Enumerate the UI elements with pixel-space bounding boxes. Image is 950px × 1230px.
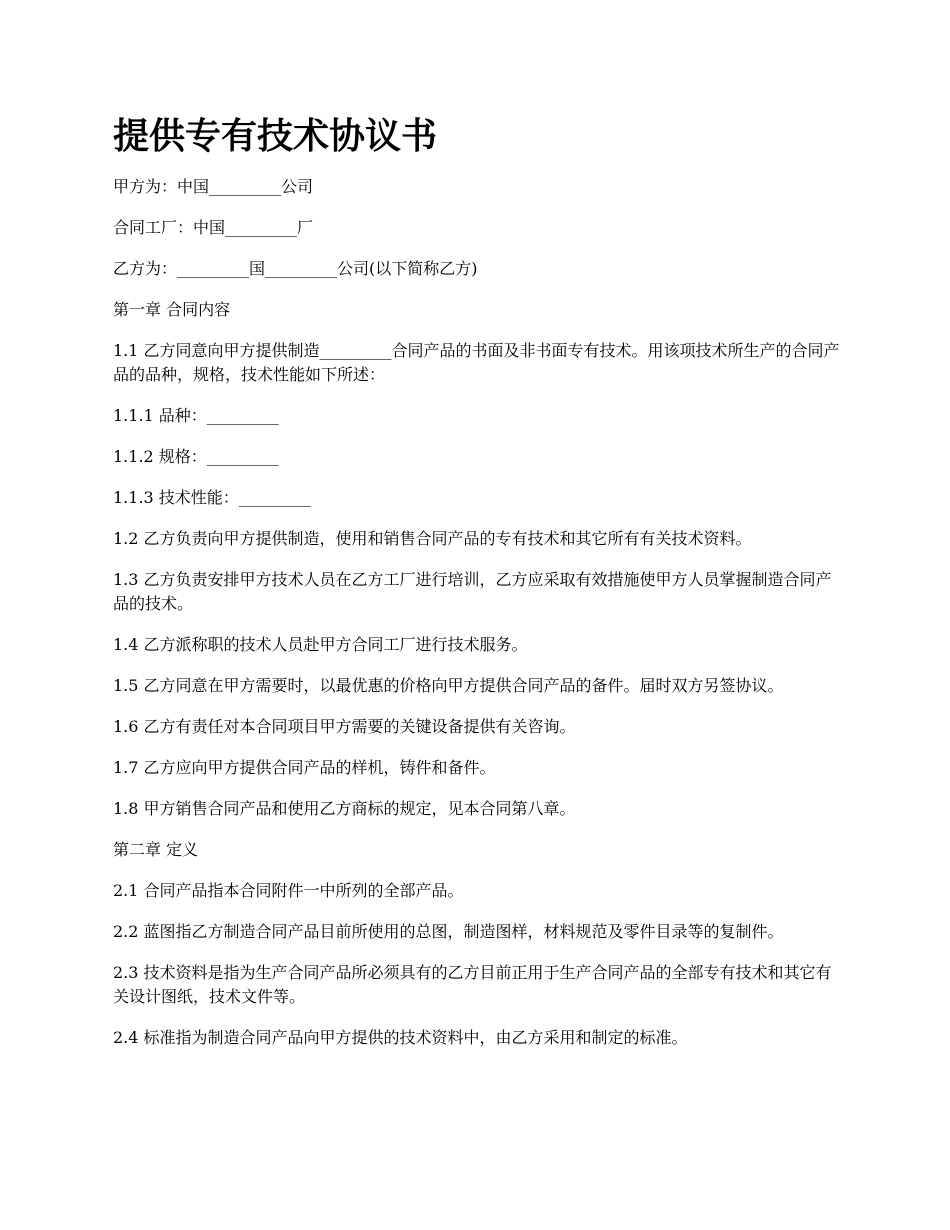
clause-2-4: 2.4 标准指为制造合同产品向甲方提供的技术资料中，由乙方采用和制定的标准。 (113, 1028, 688, 1047)
clause-1-1-3: 1.1.3 技术性能：_________ (113, 488, 311, 507)
clause-1-8: 1.8 甲方销售合同产品和使用乙方商标的规定，见本合同第八章。 (113, 799, 576, 818)
contract-factory: 合同工厂：中国_________厂 (113, 218, 314, 237)
document-page (113, 113, 843, 1067)
clause-1-2: 1.2 乙方负责向甲方提供制造，使用和销售合同产品的专有技术和其它所有有关技术资料。 (113, 529, 752, 548)
clause-1-1-2: 1.1.2 规格：_________ (113, 447, 279, 466)
clause-1-3: 1.3 乙方负责安排甲方技术人员在乙方工厂进行培训，乙方应采取有效措施使甲方人员掌握制造合同产品的技术。 (113, 570, 832, 613)
party-a: 甲方为：中国_________公司 (113, 177, 314, 196)
clause-1-6: 1.6 乙方有责任对本合同项目甲方需要的关键设备提供有关咨询。 (113, 717, 576, 736)
document-title: 提供专有技术协议书 (113, 116, 438, 157)
chapter-1-heading: 第一章 合同内容 (113, 300, 231, 319)
clause-1-1: 1.1 乙方同意向甲方提供制造_________合同产品的书面及非书面专有技术。用该项技术所生产的合同产品的品种，规格，技术性能如下所述： (113, 341, 840, 384)
clause-2-3: 2.3 技术资料是指为生产合同产品所必须具有的乙方目前正用于生产合同产品的全部专有技术和其它有关设计图纸，技术文件等。 (113, 963, 832, 1006)
clause-1-4: 1.4 乙方派称职的技术人员赴甲方合同工厂进行技术服务。 (113, 635, 528, 654)
chapter-2-heading: 第二章 定义 (113, 840, 199, 859)
party-b: 乙方为：_________国_________公司(以下简称乙方) (113, 259, 478, 278)
clause-1-1-1: 1.1.1 品种：_________ (113, 406, 279, 425)
clause-1-5: 1.5 乙方同意在甲方需要时，以最优惠的价格向甲方提供合同产品的备件。届时双方另签协议。 (113, 676, 784, 695)
clause-2-2: 2.2 蓝图指乙方制造合同产品目前所使用的总图，制造图样，材料规范及零件目录等的复制件。 (113, 922, 784, 941)
clause-1-7: 1.7 乙方应向甲方提供合同产品的样机，铸件和备件。 (113, 758, 496, 777)
clause-2-1: 2.1 合同产品指本合同附件一中所列的全部产品。 (113, 881, 464, 900)
